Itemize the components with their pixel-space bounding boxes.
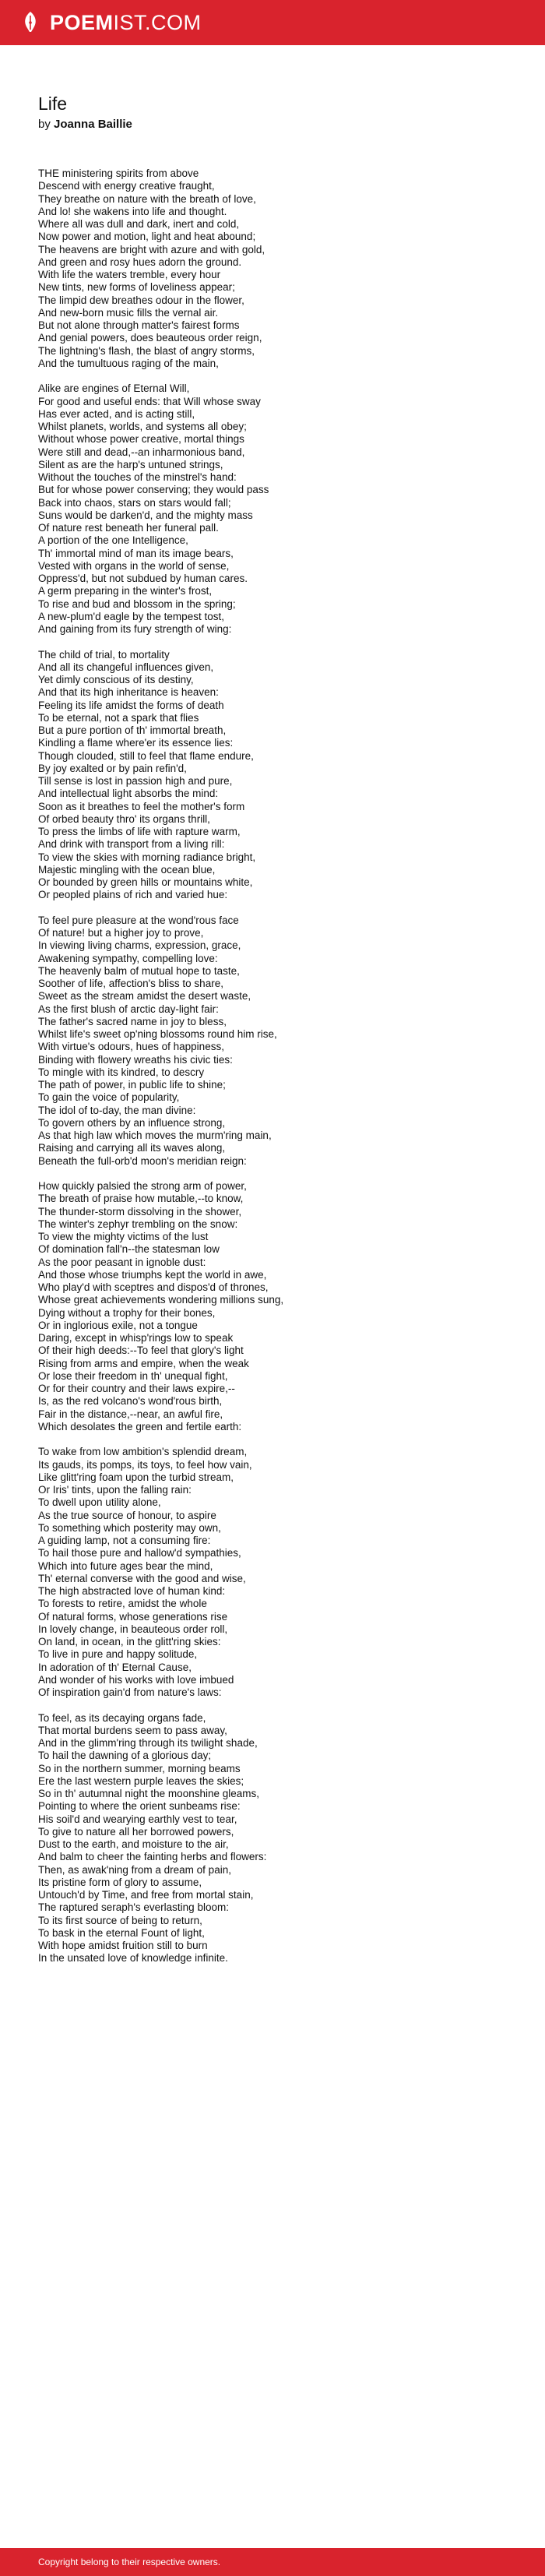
- poem-line: And genial powers, does beauteous order reign,: [38, 332, 262, 344]
- poem-line: To live in pure and happy solitude,: [38, 1648, 198, 1661]
- poem-line: And all its changeful influences given,: [38, 661, 214, 673]
- poem-line: Fair in the distance,--near, an awful fire,: [38, 1408, 223, 1420]
- poem-line: To forests to retire, amidst the whole: [38, 1598, 207, 1610]
- poem-line: The high abstracted love of human kind:: [38, 1585, 226, 1597]
- poem-line: So in the northern summer, morning beams: [38, 1762, 241, 1774]
- poem-line: Or for their country and their laws expire,--: [38, 1383, 235, 1394]
- poem-line: Sweet as the stream amidst the desert waste,: [38, 990, 251, 1003]
- stanza: [38, 167, 521, 370]
- author-link[interactable]: Joanna Baillie: [54, 118, 132, 131]
- poem-content: [38, 93, 521, 1978]
- poem-line: And balm to cheer the fainting herbs and flowers:: [38, 1851, 267, 1863]
- poem-line: Soother of life, affection's bliss to share,: [38, 978, 223, 989]
- poem-line: A new-plum'd eagle by the tempest tost,: [38, 610, 224, 622]
- poem-line: Of natural forms, whose generations rise: [38, 1610, 228, 1623]
- poem-line: To feel pure pleasure at the wond'rous face: [38, 914, 239, 926]
- poem-line: The path of power, in public life to shine;: [38, 1079, 226, 1091]
- poem-line: Suns would be darken'd, and the mighty mass: [38, 509, 253, 521]
- poem-line: To give to nature all her borrowed powers,: [38, 1825, 234, 1838]
- stanza: [38, 1446, 521, 1699]
- poem-line: Awakening sympathy, compelling love:: [38, 952, 218, 964]
- poem-line: Soon as it breathes to feel the mother's form: [38, 800, 245, 812]
- poem-line: As the true source of honour, to aspire: [38, 1509, 216, 1521]
- poem-line: The raptured seraph's everlasting bloom:: [38, 1901, 229, 1914]
- poem-line: Th' eternal converse with the good and wise,: [38, 1572, 246, 1584]
- footer-bar: [0, 2548, 545, 2576]
- poem-line: The heavenly balm of mutual hope to taste,: [38, 964, 240, 977]
- poem-line: To feel, as its decaying organs fade,: [38, 1711, 206, 1724]
- poem-line: Majestic mingling with the ocean blue,: [38, 863, 216, 876]
- poem-line: Or lose their freedom in th' unequal fight,: [38, 1369, 228, 1382]
- poem-line: But not alone through matter's fairest forms: [38, 319, 240, 331]
- poem-line: Vested with organs in the world of sense,: [38, 559, 230, 572]
- poem-line: New tints, new forms of loveliness appear;: [38, 281, 235, 294]
- poem-line: How quickly palsied the strong arm of power,: [38, 1180, 247, 1192]
- poem-line: On land, in ocean, in the glitt'ring skies:: [38, 1636, 221, 1647]
- poem-line: To its first source of being to return,: [38, 1914, 202, 1926]
- poem-line: Oppress'd, but not subdued by human cares.: [38, 573, 248, 584]
- poem-line: Were still and dead,--an inharmonious band,: [38, 446, 245, 458]
- poem-line: And new-born music fills the vernal air.: [38, 306, 219, 319]
- poem-line: In the unsated love of knowledge infinite.: [38, 1952, 228, 1965]
- poem-line: The father's sacred name in joy to bless,: [38, 1015, 227, 1027]
- poem-line: To view the skies with morning radiance bright,: [38, 851, 256, 863]
- poem-line: And in the glimm'ring through its twilight shade,: [38, 1737, 258, 1749]
- poem-line: Binding with flowery wreaths his civic ties:: [38, 1053, 233, 1066]
- poem-line: Which into future ages bear the mind,: [38, 1559, 213, 1572]
- poem-line: To dwell upon utility alone,: [38, 1496, 161, 1509]
- poem-line: Yet dimly conscious of its destiny,: [38, 674, 194, 685]
- poem-line: To bask in the eternal Fount of light,: [38, 1926, 205, 1939]
- poem-line: With virtue's odours, hues of happiness,: [38, 1041, 224, 1053]
- poem-line: Now power and motion, light and heat abound;: [38, 231, 256, 243]
- poem-line: Who play'd with sceptres and dispos'd of thrones,: [38, 1281, 269, 1293]
- poem-line: To something which posterity may own,: [38, 1521, 221, 1534]
- poem-line: And gaining from its fury strength of wing:: [38, 623, 232, 635]
- poem-line: Descend with energy creative fraught,: [38, 180, 215, 192]
- logo-bold-part: POEM: [50, 10, 114, 34]
- poem-line: The breath of praise how mutable,--to know,: [38, 1193, 244, 1205]
- poem-line: Of orbed beauty thro' its organs thrill,: [38, 812, 210, 825]
- poem-line: Of nature rest beneath her funeral pall.: [38, 522, 219, 534]
- poem-line: To mingle with its kindred, to descry: [38, 1066, 205, 1078]
- poem-line: The idol of to-day, the man divine:: [38, 1104, 196, 1116]
- poem-line: Dust to the earth, and moisture to the air,: [38, 1838, 229, 1850]
- poem-line: And that its high inheritance is heaven:: [38, 686, 219, 699]
- poem-line: As that high law which moves the murm'ring main,: [38, 1129, 272, 1141]
- poem-line: The limpid dew breathes odour in the flower,: [38, 294, 244, 306]
- poem-line: But for whose power conserving; they would pass: [38, 484, 269, 496]
- poem-line: And lo! she wakens into life and thought.: [38, 205, 227, 217]
- top-bar: [0, 0, 545, 45]
- poem-line: The winter's zephyr trembling on the snow:: [38, 1218, 238, 1230]
- poem-line: With hope amidst fruition still to burn: [38, 1940, 208, 1951]
- poem-line: And intellectual light absorbs the mind:: [38, 788, 219, 800]
- stanza: [38, 1712, 521, 1965]
- poem-line: Whose great achievements wondering millions sung,: [38, 1294, 284, 1306]
- poem-line: But a pure portion of th' immortal breath,: [38, 724, 227, 736]
- poem-line: Untouch'd by Time, and free from mortal stain,: [38, 1889, 254, 1901]
- poem-line: To view the mighty victims of the lust: [38, 1231, 209, 1242]
- poem-line: A germ preparing in the winter's frost,: [38, 585, 213, 597]
- poem-line: To be eternal, not a spark that flies: [38, 711, 199, 724]
- poem-line: Then, as awak'ning from a dream of pain,: [38, 1863, 231, 1876]
- poem-line: Of inspiration gain'd from nature's laws:: [38, 1686, 222, 1698]
- poem-line: To hail the dawning of a glorious day;: [38, 1750, 212, 1762]
- poem-line: To govern others by an influence strong,: [38, 1116, 226, 1129]
- poem-line: Till sense is lost in passion high and pure,: [38, 775, 233, 787]
- poem-line: Without the touches of the minstrel's hand:: [38, 471, 237, 483]
- poem-byline: [38, 117, 521, 132]
- poem-line: Kindling a flame where'er its essence lies:: [38, 737, 234, 749]
- poem-line: And those whose triumphs kept the world in awe,: [38, 1268, 267, 1281]
- poem-line: By joy exalted or by pain refin'd,: [38, 762, 187, 774]
- poem-line: And drink with transport from a living rill:: [38, 838, 225, 851]
- poem-line: The child of trial, to mortality: [38, 648, 170, 661]
- poem-line: Which desolates the green and fertile earth:: [38, 1420, 242, 1432]
- logo-light-part: IST.COM: [113, 10, 202, 34]
- poem-line: With life the waters tremble, every hour: [38, 269, 221, 280]
- poem-line: To hail those pure and hallow'd sympathies,: [38, 1547, 241, 1559]
- poem-line: Of domination fall'n--the statesman low: [38, 1243, 220, 1256]
- poem-line: To wake from low ambition's splendid dream,: [38, 1446, 248, 1458]
- poem-line: Is, as the red volcano's wond'rous birth,: [38, 1395, 223, 1408]
- poem-line: Beneath the full-orb'd moon's meridian reign:: [38, 1154, 247, 1167]
- by-label: by: [38, 118, 51, 131]
- poem-line: In adoration of th' Eternal Cause,: [38, 1661, 192, 1673]
- poem-line: The lightning's flash, the blast of angry storms,: [38, 344, 255, 357]
- poem-line: Daring, except in whisp'rings low to speak: [38, 1332, 234, 1344]
- poem-line: Though clouded, still to feel that flame endure,: [38, 749, 254, 762]
- stanza: [38, 1180, 521, 1433]
- site-logo-link[interactable]: [22, 11, 202, 35]
- copyright-text: Copyright belong to their respective owners.: [38, 2557, 221, 2567]
- poem-line: In viewing living charms, expression, grace,: [38, 939, 241, 952]
- poem-line: Of their high deeds:--To feel that glory's light: [38, 1344, 244, 1357]
- poem-line: Or Iris' tints, upon the falling rain:: [38, 1484, 192, 1496]
- poem-line: As the poor peasant in ignoble dust:: [38, 1256, 206, 1268]
- poem-line: The thunder-storm dissolving in the shower,: [38, 1205, 242, 1218]
- poem-line: So in th' autumnal night the moonshine gleams,: [38, 1788, 260, 1799]
- poem-line: Or in inglorious exile, not a tongue: [38, 1319, 198, 1331]
- poem-line: They breathe on nature with the breath of love,: [38, 192, 256, 205]
- poem-line: To gain the voice of popularity,: [38, 1091, 180, 1104]
- poem-line: Or bounded by green hills or mountains white,: [38, 876, 253, 888]
- poem-body: [38, 167, 521, 1965]
- stanza: [38, 382, 521, 636]
- poem-line: Alike are engines of Eternal Will,: [38, 382, 190, 395]
- poem-line: Rising from arms and empire, when the weak: [38, 1357, 249, 1369]
- poem-line: Like glitt'ring foam upon the turbid stream,: [38, 1471, 234, 1483]
- poem-line: And wonder of his works with love imbued: [38, 1673, 234, 1686]
- poem-line: Whilst planets, worlds, and systems all obey;: [38, 421, 247, 432]
- poem-line: Back into chaos, stars on stars would fall;: [38, 496, 231, 509]
- poem-line: Where all was dull and dark, inert and cold,: [38, 218, 240, 230]
- poem-line: A portion of the one Intelligence,: [38, 534, 188, 547]
- poem-line: Pointing to where the orient sunbeams rise:: [38, 1800, 241, 1813]
- stanza: [38, 914, 521, 1168]
- poem-line: Its pristine form of glory to assume,: [38, 1876, 202, 1888]
- poem-line: For good and useful ends: that Will whose sway: [38, 395, 261, 407]
- poem-line: Raising and carrying all its waves along,: [38, 1142, 226, 1154]
- site-logo-text: [50, 11, 202, 35]
- poem-line: To rise and bud and blossom in the spring;: [38, 597, 236, 610]
- poem-line: Th' immortal mind of man its image bears,: [38, 547, 234, 559]
- stanza: [38, 649, 521, 902]
- poem-line: Dying without a trophy for their bones,: [38, 1306, 216, 1319]
- poem-line: Whilst life's sweet op'ning blossoms round him rise,: [38, 1028, 277, 1040]
- poem-line: Its gauds, its pomps, its toys, to feel how vain,: [38, 1458, 252, 1471]
- poem-line: Feeling its life amidst the forms of death: [38, 699, 224, 711]
- poem-line: Has ever acted, and is acting still,: [38, 407, 195, 420]
- poem-line: To press the limbs of life with rapture warm,: [38, 826, 241, 837]
- poem-line: Of nature! but a higher joy to prove,: [38, 927, 204, 939]
- quill-icon: [22, 11, 39, 34]
- poem-line: Ere the last western purple leaves the skies;: [38, 1774, 244, 1787]
- poem-line: THE ministering spirits from above: [38, 167, 199, 179]
- poem-line: The heavens are bright with azure and with gold,: [38, 243, 265, 255]
- poem-line: In lovely change, in beauteous order roll,: [38, 1623, 228, 1635]
- poem-line: A guiding lamp, not a consuming fire:: [38, 1535, 211, 1546]
- poem-line: And green and rosy hues adorn the ground.: [38, 255, 242, 268]
- poem-line: Without whose power creative, mortal things: [38, 433, 244, 446]
- poem-line: Or peopled plains of rich and varied hue:: [38, 889, 228, 901]
- poem-title: Life: [38, 93, 68, 114]
- poem-line: As the first blush of arctic day-light fair:: [38, 1003, 219, 1015]
- poem-line: And the tumultuous raging of the main,: [38, 357, 219, 369]
- poem-line: That mortal burdens seem to pass away,: [38, 1724, 227, 1736]
- poem-line: His soil'd and wearying earthly vest to tear,: [38, 1813, 237, 1825]
- poem-line: Silent as are the harp's untuned strings,: [38, 458, 223, 470]
